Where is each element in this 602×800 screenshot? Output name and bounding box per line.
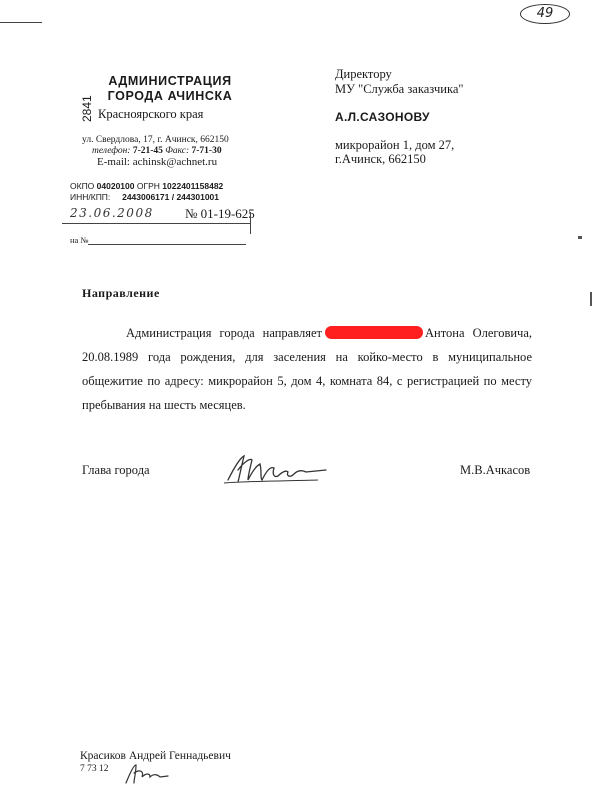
reply-to-rule — [88, 244, 246, 245]
page-number: 49 — [520, 4, 570, 24]
handwritten-date: 23.06.2008 — [70, 206, 154, 220]
sender-address: ул. Свердлова, 17, г. Ачинск, 662150 — [82, 135, 229, 145]
top-left-rule — [0, 22, 42, 23]
okpo-label: ОКПО — [70, 181, 95, 191]
fax-value: 7-71-30 — [191, 146, 222, 156]
sender-vertical-code: 2841 — [80, 95, 94, 122]
body-text-start: Администрация города направляет — [126, 326, 322, 340]
document-title: Направление — [82, 286, 160, 300]
ogrn-value: 1022401158482 — [162, 181, 224, 191]
scan-edge-mark — [578, 236, 582, 239]
body-text-rest: Антона Олеговича, 20.08.1989 года рождения, для заселения на койко-место в муниципальное общежитие по адресу: микрорайон 5, дом 4, комната 84, с регистрацией по месту пребывания на шесть месяцев. — [82, 326, 532, 412]
stamp-corner-line — [250, 212, 251, 234]
scan-edge-mark — [590, 292, 592, 306]
addressee-street: микрорайон 1, дом 27, — [335, 138, 455, 152]
sender-codes-inn — [70, 192, 219, 202]
executor-signature — [122, 761, 172, 787]
sender-email — [97, 156, 217, 168]
addressee-name: А.Л.САЗОНОВУ — [335, 110, 430, 124]
email-value: achinsk@achnet.ru — [132, 156, 218, 168]
reply-to-label: на № — [70, 235, 89, 245]
redaction-mark — [325, 326, 423, 339]
inn-label: ИНН/КПП: — [70, 192, 111, 202]
addressee-position: Директору — [335, 67, 392, 81]
sender-phones — [92, 146, 222, 156]
addressee-organization: МУ "Служба заказчика" — [335, 82, 464, 96]
email-label: E-mail: — [97, 156, 130, 168]
sender-region: Красноярского края — [98, 107, 204, 121]
addressee-city: г.Ачинск, 662150 — [335, 152, 426, 166]
phone-value: 7-21-45 — [132, 146, 163, 156]
executor-phone: 7 73 12 — [80, 764, 109, 774]
executor-name: Красиков Андрей Геннадьевич — [80, 750, 231, 762]
signatory-position: Глава города — [82, 463, 150, 477]
okpo-value: 04020100 — [96, 181, 135, 191]
signatory-name: М.В.Ачкасов — [460, 463, 531, 477]
sender-org-line2: ГОРОДА АЧИНСКА — [107, 89, 233, 103]
document-number: № 01-19-625 — [185, 206, 255, 221]
number-rule — [62, 223, 250, 224]
sender-codes-okpo-ogrn — [70, 181, 223, 191]
inn-value: 2443006171 / 244301001 — [122, 192, 219, 202]
phone-label: телефон: — [92, 146, 131, 156]
ogrn-label: ОГРН — [136, 181, 160, 191]
document-body — [82, 321, 532, 417]
handwritten-signature — [222, 450, 332, 490]
sender-org-line1: АДМИНИСТРАЦИЯ — [108, 74, 232, 88]
fax-label: Факс: — [165, 146, 190, 156]
